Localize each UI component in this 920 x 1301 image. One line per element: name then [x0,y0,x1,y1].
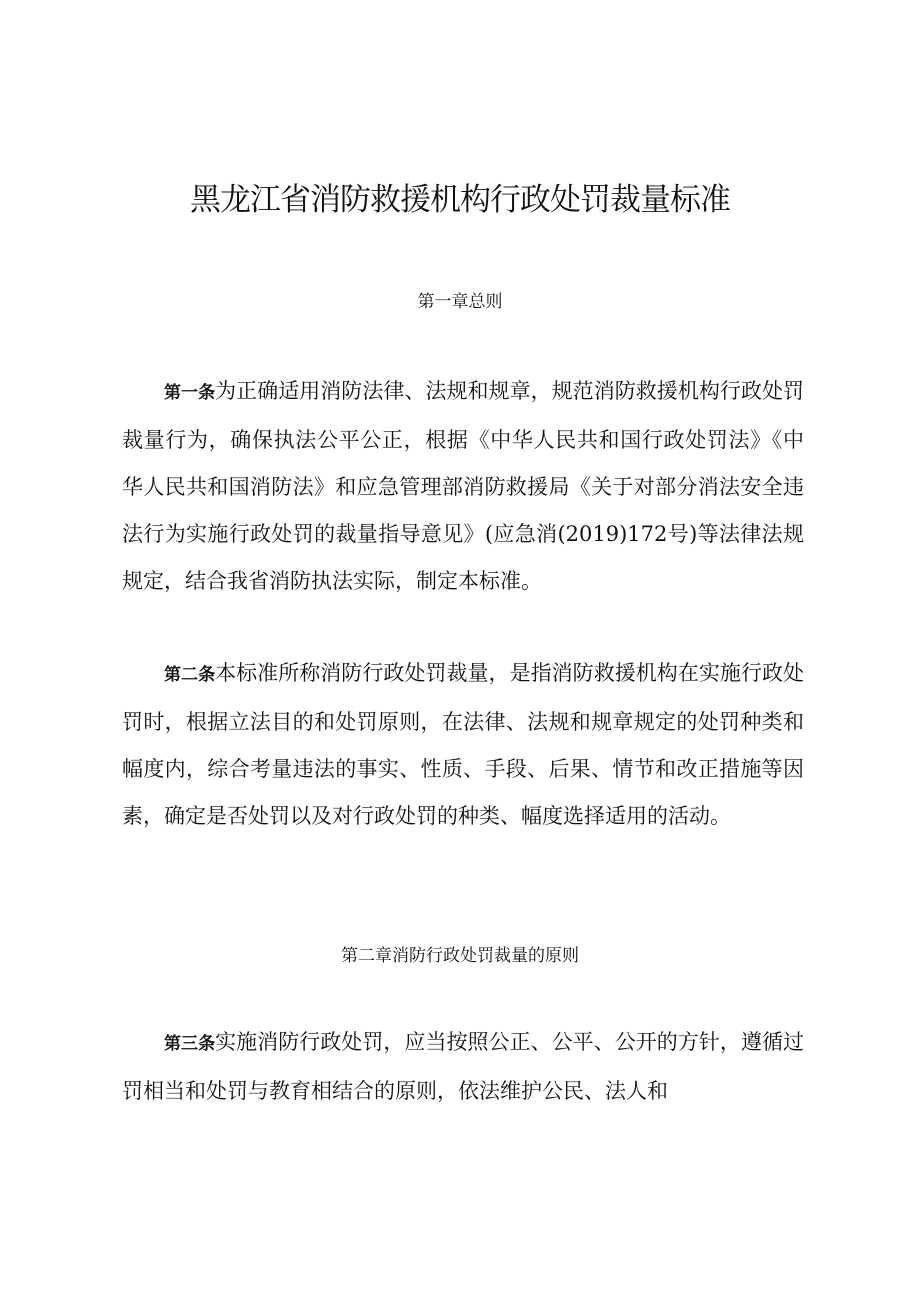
article-3-text: 实施消防行政处罚，应当按照公正、公平、公开的方针，遵循过罚相当和处罚与教育相结合的原则，依法维护公民、法人和 [122,1030,805,1103]
article-1-label: 第一条 [164,383,216,403]
document-title: 黑龙江省消防救援机构行政处罚裁量标准 [190,182,730,218]
article-1 [122,368,804,605]
article-3-label: 第三条 [164,1034,216,1054]
article-1-text: 为正确适用消防法律、法规和规章，规范消防救援机构行政处罚裁量行为，确保执法公平公正，根据《中华人民共和国行政处罚法》《中华人民共和国消防法》和应急管理部消防救援局《关于对部分消法安全违法行为实施行政处罚的裁量指导意见》(应急消(2019)172号)等法律法规规定，结合我省消防执法实际，制定本标准。 [122,379,805,593]
article-2-text: 本标准所称消防行政处罚裁量，是指消防救援机构在实施行政处罚时，根据立法目的和处罚原则，在法律、法规和规章规定的处罚种类和幅度内，综合考量违法的事实、性质、手段、后果、情节和改正措施等因素，确定是否处罚以及对行政处罚的种类、幅度选择适用的活动。 [122,661,805,828]
article-2-label: 第二条 [164,665,216,685]
article-2 [122,650,804,840]
chapter-heading-1: 第一章总则 [417,292,503,312]
chapter-heading-2: 第二章消防行政处罚裁量的原则 [341,946,579,966]
article-3 [122,1019,804,1115]
